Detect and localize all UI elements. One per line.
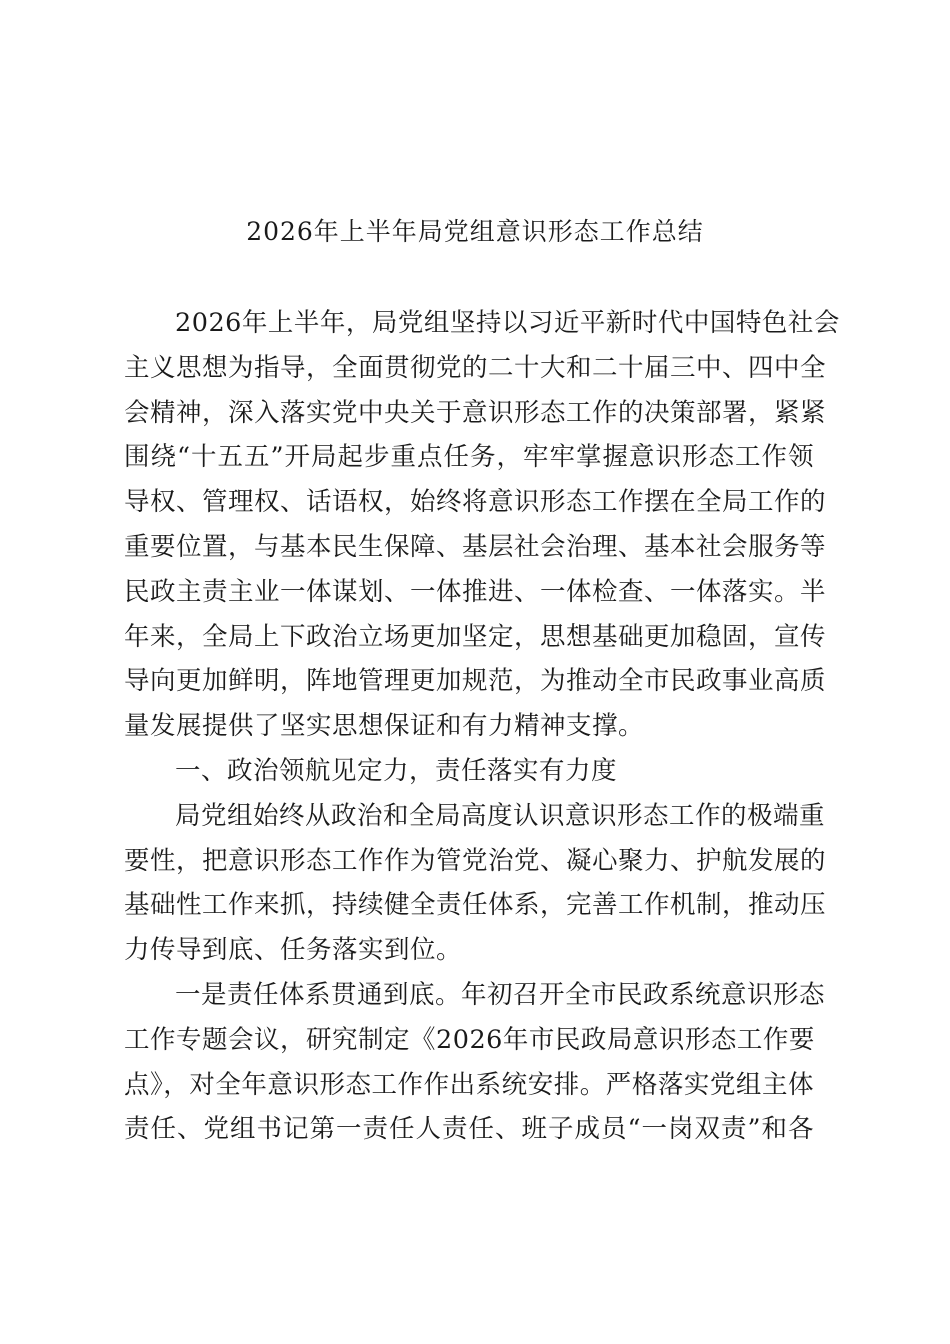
body-line: 基础性工作来抓，持续健全责任体系，完善工作机制，推动压	[124, 890, 827, 921]
body-line: 局党组始终从政治和全局高度认识意识形态工作的极端重	[175, 800, 826, 831]
body-line: 责任、党组书记第一责任人责任、班子成员“一岗双责”和各	[124, 1114, 814, 1145]
body-line: 量发展提供了坚实思想保证和有力精神支撑。	[124, 711, 645, 742]
body-line: 导权、管理权、话语权，始终将意识形态工作摆在全局工作的	[124, 487, 827, 518]
body-line: 一是责任体系贯通到底。年初召开全市民政系统意识形态	[175, 979, 826, 1010]
document-body	[124, 301, 840, 1152]
body-line: 工作专题会议，研究制定《2026年市民政局意识形态工作要	[124, 1024, 815, 1055]
body-line: 重要位置，与基本民生保障、基层社会治理、基本社会服务等	[124, 531, 827, 562]
body-line: 围绕“十五五”开局起步重点任务，牢牢掌握意识形态工作领	[124, 442, 814, 473]
document-title: 2026年上半年局党组意识形态工作总结	[246, 217, 704, 246]
body-line: 力传导到底、任务落实到位。	[124, 935, 463, 966]
body-line: 主义思想为指导，全面贯彻党的二十大和二十届三中、四中全	[124, 352, 827, 383]
body-line: 点》，对全年意识形态工作作出系统安排。严格落实党组主体	[124, 1069, 814, 1100]
body-line: 要性，把意识形态工作作为管党治党、凝心聚力、护航发展的	[124, 845, 827, 876]
section-heading: 一、政治领航见定力，责任落实有力度	[175, 755, 618, 786]
body-line: 年来，全局上下政治立场更加坚定，思想基础更加稳固，宣传	[124, 621, 827, 652]
body-line: 导向更加鲜明，阵地管理更加规范，为推动全市民政事业高质	[124, 666, 827, 697]
body-line: 民政主责主业一体谋划、一体推进、一体检查、一体落实。半	[124, 576, 827, 607]
body-line: 2026年上半年，局党组坚持以习近平新时代中国特色社会	[175, 308, 840, 338]
body-line: 会精神，深入落实党中央关于意识形态工作的决策部署，紧紧	[124, 397, 827, 428]
